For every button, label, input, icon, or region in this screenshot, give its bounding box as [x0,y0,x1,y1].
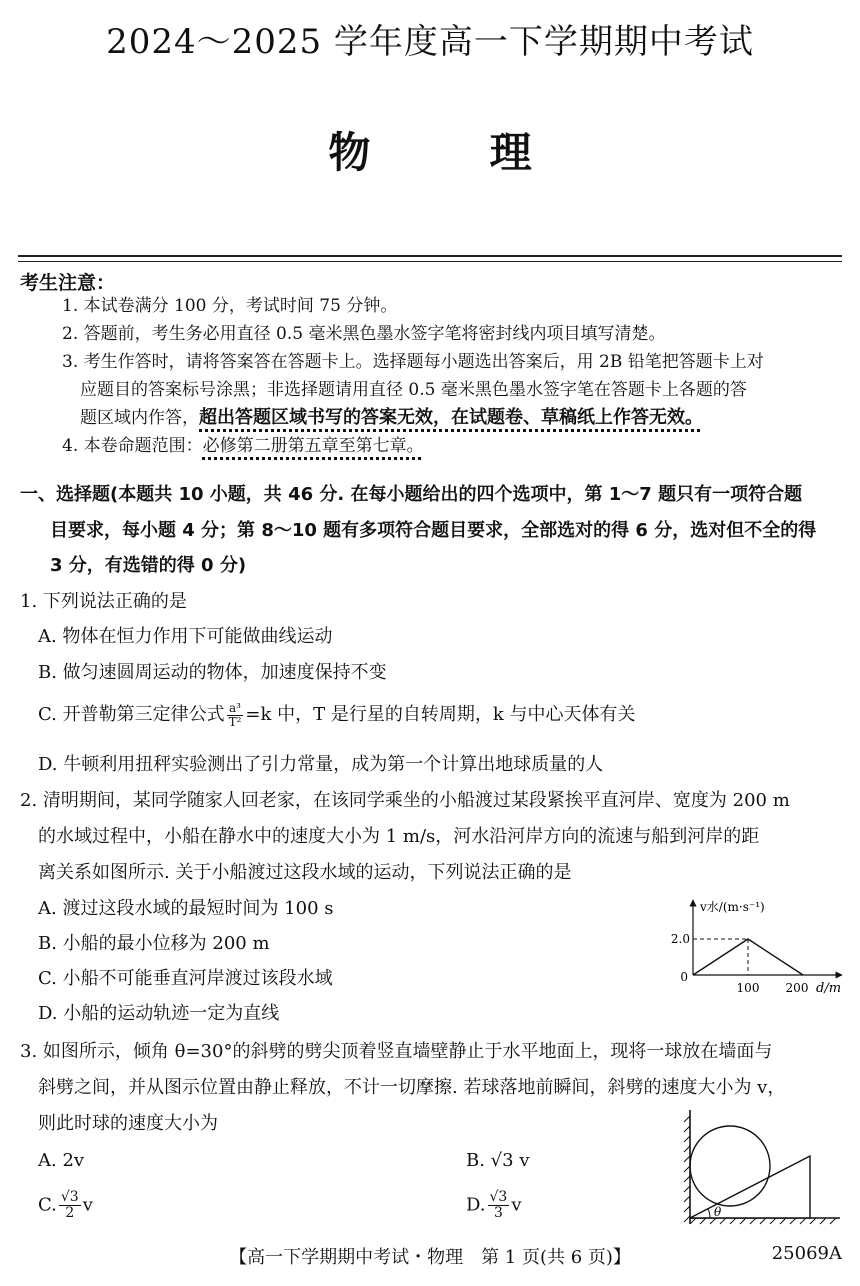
q3-option-c-prefix: C. [38,1194,57,1216]
y-axis-label: v水/(m·s⁻¹) [700,900,765,914]
q3-c-fraction [59,1190,81,1221]
wall-hatching [684,1116,690,1222]
exam-code: 25069A [771,1243,842,1264]
angle-label: θ [714,1205,722,1219]
q2-stem-line-3: 离关系如图所示. 关于小船渡过这段水域的运动，下列说法正确的是 [38,862,572,883]
section-heading-line-2: 目要求，每小题 4 分；第 8～10 题有多项符合题目要求，全部选对的得 6 分，选对但不全的得 [50,520,817,541]
fraction-denominator: 3 [493,1205,503,1221]
q3-stem-line-2: 斜劈之间，并从图示位置由静止释放，不计一切摩擦. 若球落地前瞬间，斜劈的速度大小为 v， [38,1077,786,1098]
notice-item-3-cont: 应题目的答案标号涂黑；非选择题请用直径 0.5 毫米黑色墨水签字笔在答题卡上各题的答 [80,380,747,400]
q3-option-c [38,1190,93,1221]
notice-item-3-end [80,404,703,432]
q2-stem-line-2: 的水域过程中，小船在静水中的速度大小为 1 m/s，河水沿河岸方向的流速与船到河岸的距 [38,826,760,847]
q3-option-d-suffix: v [511,1194,522,1216]
x-tick-label-2: 200 [785,981,809,995]
fraction-numerator: √3 [489,1189,508,1205]
y-tick-label: 2.0 [670,932,690,946]
divider [18,255,842,257]
fraction-numerator: √3 [60,1189,79,1205]
fraction-numerator: a³ [227,702,244,716]
q3-option-a: A. 2v [38,1150,85,1171]
q2-option-c: C. 小船不可能垂直河岸渡过该段水域 [38,968,333,989]
q1-option-d: D. 牛顿利用扭秤实验测出了引力常量，成为第一个计算出地球质量的人 [38,754,604,775]
notice-item-4-label: 4. 本卷命题范围： [62,436,203,456]
fraction-denominator: 2 [65,1205,75,1221]
q3-option-d-prefix: D. [466,1194,486,1216]
wedge-ball-figure [680,1106,845,1228]
q3-d-fraction [488,1190,510,1221]
q2-option-b: B. 小船的最小位移为 200 m [38,933,270,954]
q1-option-a: A. 物体在恒力作用下可能做曲线运动 [38,626,333,647]
notice-item-4 [62,432,424,460]
q1-stem: 1. 下列说法正确的是 [20,591,187,612]
divider [18,261,842,262]
subject-char-2: 理 [489,128,532,177]
velocity-distance-graph [660,895,845,1000]
q3-stem-line-3: 则此时球的速度大小为 [38,1113,218,1134]
exam-title: 2024～2025 学年度高一下学期期中考试 [106,22,754,62]
notice-item-2: 2. 答题前，考生务必用直径 0.5 毫米黑色墨水签字笔将密封线内项目填写清楚。 [62,324,666,344]
subject-title [0,120,860,180]
q2-option-d: D. 小船的运动轨迹一定为直线 [38,1003,280,1024]
x-axis-label: d/m [816,981,842,996]
q2-stem-line-1: 2. 清明期间，某同学随家人回老家，在该同学乘坐的小船渡过某段紧挨平直河岸、宽度为 200 m [20,790,790,811]
notice-item-4-scope: 必修第二册第五章至第七章。 [202,436,424,456]
section-heading-line-3: 3 分，有选错的得 0 分) [50,555,247,576]
q3-option-b: B. √3 v [466,1150,530,1171]
notice-item-3-tail: 题区域内作答， [80,408,199,428]
fraction-denominator: T² [228,714,242,729]
q3-option-c-suffix: v [82,1194,93,1216]
q1-option-c-suffix: =k 中，T 是行星的自转周期，k 与中心天体有关 [245,704,636,725]
q2-option-a: A. 渡过这段水域的最短时间为 100 s [38,898,334,919]
ground-hatching [690,1218,836,1224]
q1-option-b: B. 做匀速圆周运动的物体，加速度保持不变 [38,662,387,683]
q3-option-d [466,1190,522,1221]
subject-char-1: 物 [328,128,371,177]
notice-warning: 超出答题区域书写的答案无效，在试题卷、草稿纸上作答无效。 [199,407,703,428]
kepler-fraction [227,702,244,729]
q1-option-c-prefix: C. 开普勒第三定律公式 [38,704,225,725]
q1-option-c [38,700,635,730]
q3-stem-line-1: 3. 如图所示，倾角 θ=30°的斜劈的劈尖顶着竖直墙壁静止于水平地面上，现将一球放在墙面与 [20,1041,773,1062]
wedge [690,1156,810,1218]
notice-item-3: 3. 考生作答时，请将答案答在答题卡上。选择题每小题选出答案后，用 2B 铅笔把答题卡上对 [62,352,764,372]
x-tick-label-1: 100 [736,981,760,995]
ball [690,1126,770,1206]
origin-label: 0 [680,970,688,984]
section-heading-line-1: 一、选择题(本题共 10 小题，共 46 分. 在每小题给出的四个选项中，第 1～7 题只有一项符合题 [20,484,803,505]
notice-item-1: 1. 本试卷满分 100 分，考试时间 75 分钟。 [62,296,398,316]
page-footer: 【高一下学期期中考试・物理 第 1 页(共 6 页)】 [229,1247,631,1268]
notice-heading: 考生注意： [20,272,116,294]
